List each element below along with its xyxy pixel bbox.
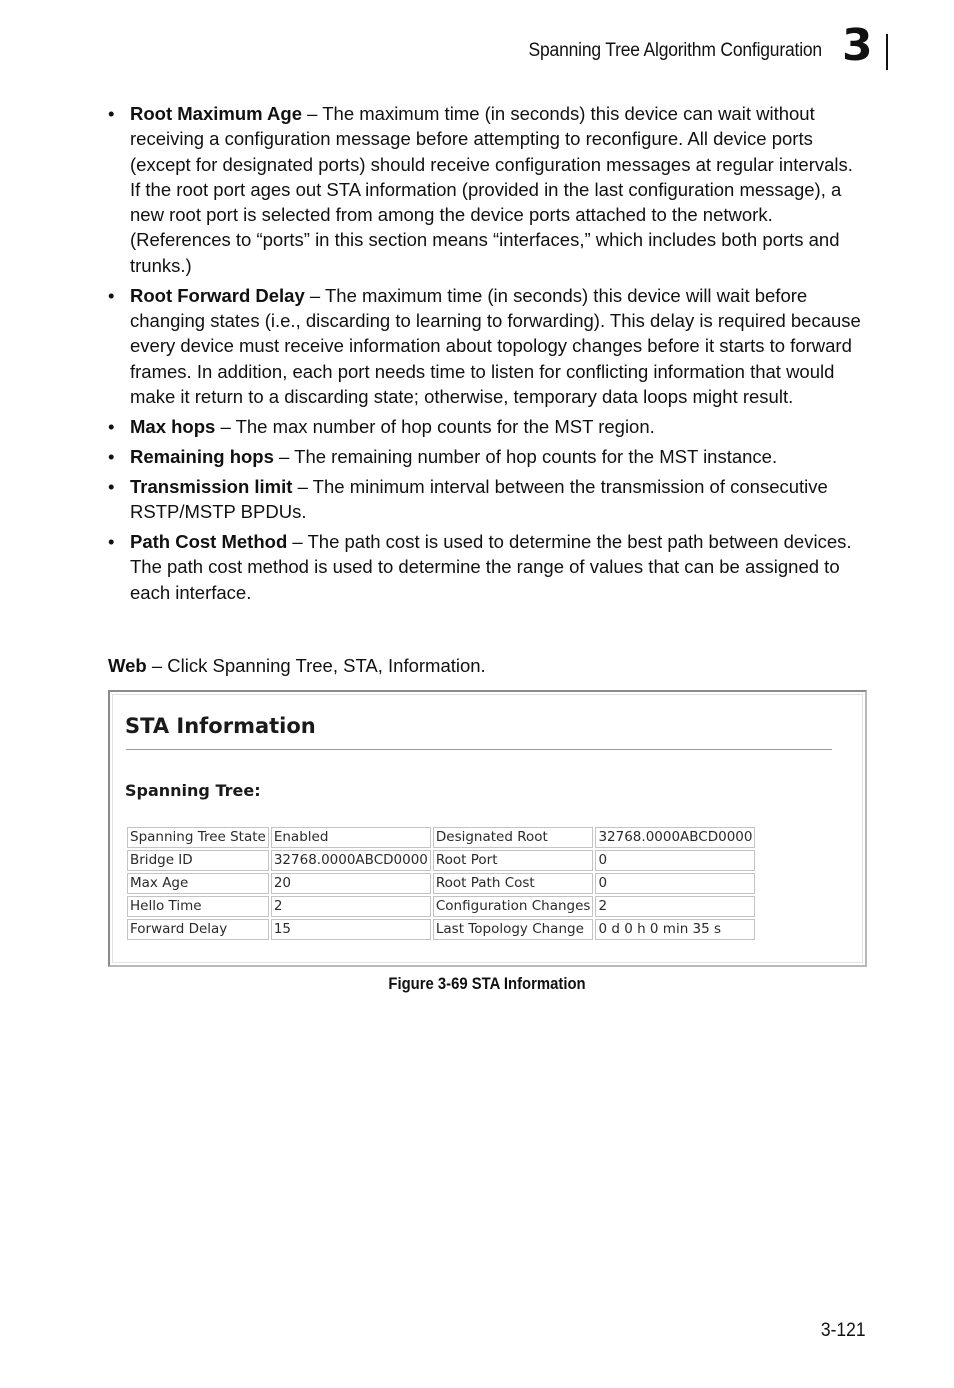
table-cell: Bridge ID	[127, 850, 269, 871]
header-rule	[886, 34, 888, 70]
web-label: Web	[108, 655, 147, 676]
table-cell: Enabled	[271, 827, 431, 848]
web-text: – Click Spanning Tree, STA, Information.	[146, 655, 486, 676]
table-cell: 0	[595, 873, 755, 894]
table-row	[127, 850, 755, 871]
figure-caption: Figure 3-69 STA Information	[388, 975, 586, 993]
list-item	[108, 529, 868, 605]
table-cell: Spanning Tree State	[127, 827, 269, 848]
title-divider	[126, 749, 832, 750]
table-cell: 20	[271, 873, 431, 894]
table-cell: Designated Root	[433, 827, 594, 848]
screenshot-title: STA Information	[125, 714, 316, 738]
description: – The maximum time (in seconds) this device can wait without receiving a configuration message before attempting to reconfigure. All device ports (except for designated ports) should receive configuration messages at regular intervals. If the root port ages out STA information (provided in the last configuration message), a new root port is selected from among the device ports attached to the network. (References to “ports” in this section means “interfaces,” which includes both ports and trunks.)	[130, 103, 853, 276]
table-cell: 15	[271, 919, 431, 940]
parameter-list	[108, 101, 868, 610]
term: Max hops	[130, 415, 216, 437]
table-cell: 0 d 0 h 0 min 35 s	[595, 919, 755, 940]
running-header-title: Spanning Tree Algorithm Configuration	[528, 40, 822, 61]
page-header	[0, 0, 954, 80]
chapter-number: 3	[842, 20, 873, 71]
table-cell: 2	[595, 896, 755, 917]
spanning-tree-heading: Spanning Tree:	[125, 781, 261, 800]
table-row	[127, 919, 755, 940]
table-cell: Max Age	[127, 873, 269, 894]
list-item	[108, 283, 868, 409]
term: Root Maximum Age	[130, 103, 302, 124]
table-cell: 32768.0000ABCD0000	[595, 827, 755, 848]
description: – The path cost is used to determine the best path between devices. The path cost method is used to determine the range of values that can be assigned to each interface.	[130, 531, 852, 603]
table-row	[127, 896, 755, 917]
table-row	[127, 827, 755, 848]
page-number: 3-121	[821, 1320, 866, 1341]
sta-info-table	[125, 825, 757, 942]
table-cell: Hello Time	[127, 896, 269, 917]
term: Path Cost Method	[130, 531, 288, 553]
description: – The maximum time (in seconds) this device will wait before changing states (i.e., discarding to learning to forwarding). This delay is required because every device must receive information about topology changes before it starts to forward frames. In addition, each port needs time to listen for conflicting information that would make it return to a discarding state; otherwise, temporary data loops might result.	[130, 284, 861, 407]
table-cell: Root Path Cost	[433, 873, 594, 894]
list-item	[108, 474, 868, 525]
description: – The remaining number of hop counts for the MST instance.	[273, 445, 778, 467]
description: – The minimum interval between the transmission of consecutive RSTP/MSTP BPDUs.	[130, 475, 828, 523]
list-item	[108, 414, 868, 439]
table-cell: Last Topology Change	[433, 919, 594, 940]
sta-information-screenshot	[108, 690, 867, 967]
term: Remaining hops	[130, 445, 274, 467]
term: Root Forward Delay	[130, 284, 305, 306]
description: – The max number of hop counts for the MST region.	[215, 415, 655, 437]
table-cell: Root Port	[433, 850, 594, 871]
table-row	[127, 873, 755, 894]
table-cell: Forward Delay	[127, 919, 269, 940]
table-cell: 2	[271, 896, 431, 917]
table-cell: 32768.0000ABCD0000	[271, 850, 431, 871]
table-cell: Configuration Changes	[433, 896, 594, 917]
list-item	[108, 444, 868, 469]
table-cell: 0	[595, 850, 755, 871]
term: Transmission limit	[130, 475, 293, 497]
list-item	[108, 101, 868, 278]
web-instruction	[108, 653, 486, 678]
